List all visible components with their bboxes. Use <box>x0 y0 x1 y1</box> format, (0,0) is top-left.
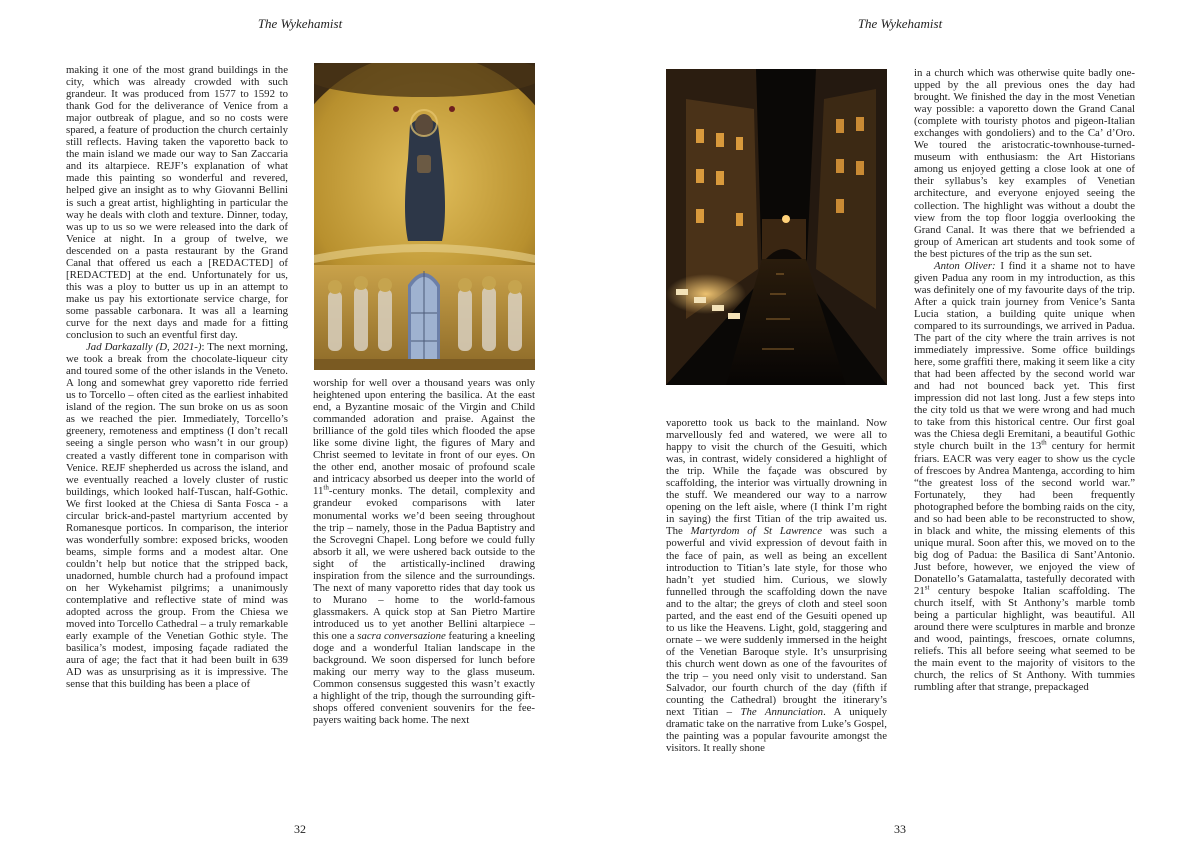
right-column-1 <box>666 417 887 787</box>
paragraph: vaporetto took us back to the mainland. Now marvellously fed and watered, we were all to happy to visit the church of the Gesuiti, which was, in contrast, widely considered a highlight of the trip. While the façade was obscured by scaffolding, the interior was virtually drowning in the stuff. We meandered our way to a narrow opening on the left aisle, where (I think I’m right in saying) the first Titian of the trip awaited us. The Martyrdom of St Lawrence was such a powerful and vivid expression of devout faith in the face of pain, as well as being an excellent introduction to Titian’s late style, for those who hadn’t yet studied him. Curious, we slowly funnelled through the scaffolding down the nave and to the altar; the greys of cloth and steel soon parted, and the east end of the Gesuiti opened up to us like the Heavens. Light, gold, staggering and ornate – we were suddenly immersed in the height of the Venetian Baroque style. It’s unsurprising this church went down as one of the favourites of the trip – you need only visit to understand. San Salvador, our fourth church of the day (fifth if counting the Cathedral) brought the itinerary’s next Titian – The Annunciation. A uniquely dramatic take on the narrative from Luke’s Gospel, the painting was a popular favourite amongst the visitors. It really shone <box>666 417 887 755</box>
author-byline: Jad Darkazally (D, 2021-) <box>86 341 202 354</box>
paragraph: Anton Oliver: I find it a shame not to have given Padua any room in my introduction, as this was definitely one of my favourite days of the trip. After a quick train journey from Venice’s Santa Lucia station, a building quite unique when compared to its surroundings, we arrived in Padua. The part of the city where the train arrives is not immediately impressive. Some office buildings here, some graffiti there, making it seem like a city that had been affected by the second world war and had not bounced back yet. This first impression did not last long. Just a few steps into the city told us that we were wrong and had much to take from this historical centre. Our first goal was the Chiesa degli Eremitani, a beautiful Gothic style church built in the 13th century for hermit friars. EACR was very eager to show us the cycle of frescoes by Andrea Mantenga, according to him “the greatest loss of the second world war.” Fortunately, they had been frequently photographed before the bombing raids on the city, and so had been able to be reconstructed to show, in black and white, the missing elements of this unique mural. Soon after this, we moved on to the big dog of Padua: the Basilica di Sant’Antonio. Just before, however, we enjoyed the view of Donatello’s Gatamalatta, tastefully decorated with 21st century bespoke Italian scaffolding. The church itself, with St Anthony’s marble tomb being a particular highlight, was beautiful. All around there were sculptures in marble and bronze and wood, paintings, frescoes, ornate columns, reliefs. This all before seeing what seemed to be the main event to the majority of visitors to the church, the relics of St Anthony. With tummies rumbling after that strange, prepackaged <box>914 259 1135 694</box>
paragraph: worship for well over a thousand years was only heightened upon entering the basilica. At the east end, a Byzantine mosaic of the Virgin and Child commanded adoration and praise. Against the brilliance of the gold tiles which flooded the apse like some divine light, the figures of Mary and Christ seemed to levitate in front of our eyes. On the other end, another mosaic of profound scale and intricacy absorbed us deeper into the world of 11th-century monks. The detail, complexity and grandeur evoked comparisons with later monumental works we’d been seeing throughout the trip – namely, those in the Padua Baptistry and the Scrovegni Chapel. Long before we could fully absorb it all, we were ushered back outside to the sight of the artistically-inclined drawing inspiration from the silence and the surroundings. The next of many vaporetto rides that day took us to Murano – home to the world-famous glassmakers. A quick stop at San Pietro Martire introduced us to yet another Bellini altarpiece – this one a sacra conversazione featuring a kneeling doge and a wonderful Italian landscape in the background. We soon dispersed for lunch before making our merry way to the glass museum. Common consensus suggested this wasn’t exactly a highlight of the trip, though the surrounding gift-shops offered convenient souvenirs for the fee-payers waiting back home. The next <box>313 377 535 727</box>
running-header-left: The Wykehamist <box>257 16 343 31</box>
paragraph: in a church which was otherwise quite badly one-upped by the all previous ones the day had brought. We finished the day in the most Venetian way possible: a vaporetto down the Grand Canal (complete with touristy photos and pigeon-Italian exchanges with gondoliers) and to the Ca’ d’Oro. We toured the aristocratic-townhouse-turned-museum with enthusiasm: the Art Historians among us enjoyed getting a close look at one of their syllabus’s key examples of Venetian architecture, and everyone enjoyed seeing the collection. The highlight was without a doubt the view from the top floor loggia overlooking the Grand Canal. It was there that we befriended a group of American art students and took some of the best pictures of the trip as the sun set. <box>914 67 1135 260</box>
running-header-right: The Wykehamist <box>857 16 943 31</box>
paragraph: making it one of the most grand buildings in the city, which was already crowded with such grandeur. It was produced from 1577 to 1592 to thank God for the deliverance of Venice from a major outbreak of plague, and so no costs were spared, a feature of production the church certainly still reflects. Having taken the vaporetto back to the main island we made our way to San Zaccaria and its altarpiece. REJF’s explanation of what made this painting so wonderful and revered, helped give an insight as to why Giovanni Bellini is such a great artist, highlighting in particular the way he deals with cloth and texture. Dinner, today, was up to us so we were released into the dark of Venice at night. In a group of twelve, we descended on a pasta restaurant by the Grand Canal that offered us each a [REDACTED] of [REDACTED] at the end. Unfortunately for us, this was a ploy to butter us up in an attempt to make us pay his extortionate service charge, for some passable carbonara. It was all a learning curve for the next days and made for a fitting conclusion to such an eventful first day. <box>66 64 288 342</box>
mosaic-illustration <box>314 63 535 370</box>
left-column-2 <box>313 377 535 772</box>
right-page <box>600 0 1200 849</box>
author-byline: Anton Oliver: <box>934 259 996 272</box>
left-column-1 <box>66 64 288 776</box>
paragraph: Jad Darkazally (D, 2021-): The next morning, we took a break from the chocolate-liqueur city and toured some of the other islands in the Veneto. A long and somewhat grey vaporetto ride ferried us to Torcello – often cited as the earliest inhabited island of the region. The sun broke on us as soon as we reached the pier. Immediately, Torcello’s greenery, remoteness and emptiness (I don’t recall seeing a single person who wasn’t in our group) created a vastly different tone in comparison with Venice. REJF shepherded us across the island, and we eventually reached a lovely cluster of rustic buildings, which looked half-Tuscan, half-Gothic. We first looked at the Chiesa di Santa Fosca - a circular brick-and-pastel martyrium accented by Romanesque porticos. In comparison, the interior was wonderfully sombre: exposed bricks, wooden beams, simple forms and a modest altar. One couldn’t help but notice that the stripped back, unadorned, humble church had a profound impact on her Wykehamist pilgrims; a unanimously contemplative and reflective state of mind was adopted across the group. From the Chiesa we moved into Torcello Cathedral – a truly remarkable early example of the Venetian Gothic style. The basilica’s modest, imposing façade radiated the aura of age; the fact that it had been built in 639 AD was as unsurprising as it is impressive. The sense that this building has been a place of <box>66 341 288 691</box>
mosaic-apse-photo <box>314 63 535 370</box>
page-number-right: 33 <box>894 822 906 836</box>
canal-illustration <box>666 69 887 385</box>
right-column-2 <box>914 67 1135 779</box>
page-number-left: 32 <box>294 822 306 836</box>
venice-canal-night-photo <box>666 69 887 385</box>
